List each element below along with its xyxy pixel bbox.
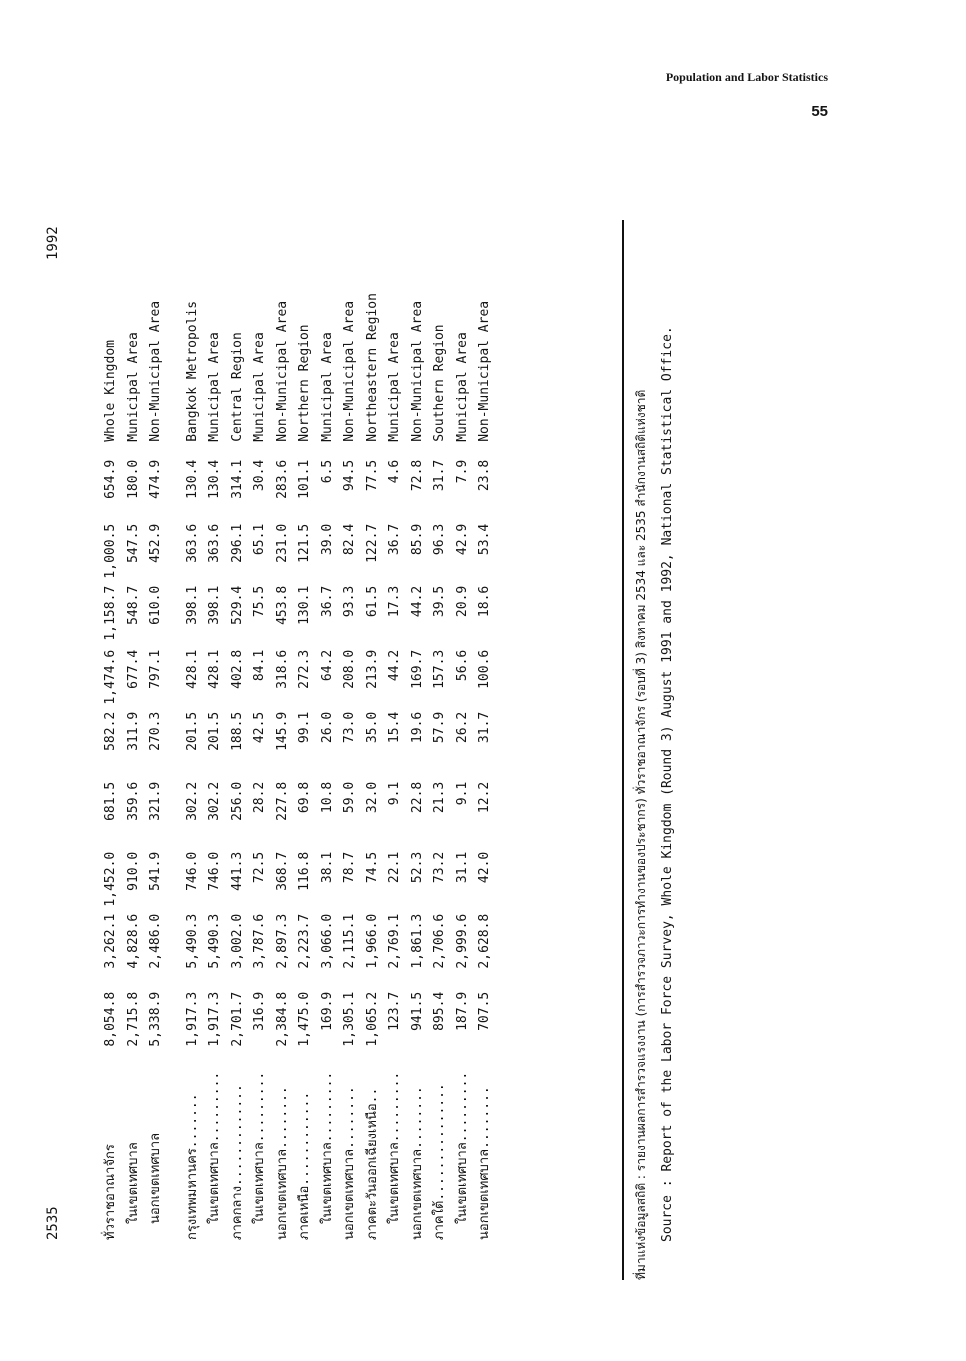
table-cell: 316.9 (252, 991, 267, 1031)
row-label-thai: ในเขตเทศบาล......... (319, 1071, 335, 1224)
row-label-english: Non-Municipal Area (148, 300, 163, 442)
table-cell: 38.1 (319, 851, 335, 884)
table-cell: 28.2 (252, 781, 267, 814)
table-cell: 368.7 (274, 851, 290, 891)
table-cell: 130.1 (297, 585, 312, 625)
table-cell: 272.3 (297, 649, 312, 689)
row-label-english: Municipal Area (454, 332, 470, 442)
table-cell: 5,338.9 (148, 991, 163, 1047)
row-label-english: Municipal Area (207, 332, 222, 442)
row-label-english: Northern Region (297, 324, 312, 442)
table-cell: 31.7 (477, 711, 492, 744)
table-row (474, 293, 497, 1240)
table-cell: 52.3 (409, 851, 425, 884)
table-cell: 3,787.6 (252, 913, 267, 969)
table-cell: 402.8 (229, 649, 245, 689)
table-cell: 1,861.3 (409, 913, 425, 969)
table-cell: 1,917.3 (184, 991, 200, 1047)
table-cell: 746.0 (184, 851, 200, 891)
table-cell: 1,305.1 (342, 991, 357, 1047)
table-cell: 75.5 (252, 585, 267, 618)
table-cell: 2,897.3 (274, 913, 290, 969)
row-label-english: Municipal Area (252, 332, 267, 442)
table-cell: 31.7 (432, 459, 447, 492)
table-cell: 453.8 (274, 585, 290, 625)
table-cell: 1,474.6 (103, 649, 118, 705)
row-label-thai: ภาคเหนือ............ (297, 1091, 312, 1240)
table-cell: 610.0 (148, 585, 163, 625)
table-cell: 4,828.6 (125, 913, 141, 969)
table-cell: 23.8 (477, 459, 492, 492)
table-cell: 363.6 (184, 523, 200, 563)
table-bottom-rule (622, 220, 624, 1280)
table-cell: 1,065.2 (364, 991, 380, 1047)
table-cell: 256.0 (229, 781, 245, 821)
table-cell: 69.8 (297, 781, 312, 814)
row-label-english: Municipal Area (387, 332, 402, 442)
table-cell: 44.2 (387, 649, 402, 682)
table-cell: 96.3 (432, 523, 447, 556)
table-cell: 53.4 (477, 523, 492, 556)
row-label-thai: นอกเขตเทศบาล........ (409, 1086, 425, 1240)
row-label-english: Non-Municipal Area (342, 300, 357, 442)
table-cell: 208.0 (342, 649, 357, 689)
table-cell: 548.7 (125, 585, 141, 625)
table-cell: 35.0 (364, 711, 380, 744)
table-cell: 428.1 (207, 649, 222, 689)
table-cell: 42.5 (252, 711, 267, 744)
table-cell: 398.1 (207, 585, 222, 625)
row-label-english: Southern Region (432, 324, 447, 442)
source-note-thai: ที่มาแห่งข้อมูลสถิติ : รายงานผลการสำรวจแรงงาน (การสำรวจภาวะการทำงานของประชากร) ทั่วราชอาณาจักร (รอบที่ 3) สิงหาคม 2534 และ 2535 สำนักงานสถิติแห่งชาติ (634, 389, 648, 1280)
source-note-english: Source : Report of the Labor Force Survey, Whole Kingdom (Round 3) August 1991 and 1992, National Statistical Office. (660, 326, 675, 1242)
table-row (452, 293, 475, 1240)
table-cell: 2,706.6 (432, 913, 447, 969)
table-cell: 2,769.1 (387, 913, 402, 969)
table-cell: 1,158.7 (103, 585, 118, 641)
table-cell: 910.0 (125, 851, 141, 891)
row-label-thai: นอกเขตเทศบาล........ (477, 1086, 492, 1240)
table-cell: 1,452.0 (103, 851, 118, 907)
row-label-english: Central Region (229, 332, 245, 442)
table-row (145, 293, 168, 1240)
table-cell: 56.6 (454, 649, 470, 682)
table-cell: 428.1 (184, 649, 200, 689)
table-cell: 57.9 (432, 711, 447, 744)
table-cell: 36.7 (319, 585, 335, 618)
row-label-thai: ทั่วราชอาณาจักร (103, 1144, 118, 1240)
table-cell: 311.9 (125, 711, 141, 751)
table-cell: 227.8 (274, 781, 290, 821)
table-cell: 145.9 (274, 711, 290, 751)
table-cell: 321.9 (148, 781, 163, 821)
table-cell: 12.2 (477, 781, 492, 814)
table-cell: 582.2 (103, 711, 118, 751)
table-cell: 17.3 (387, 585, 402, 618)
table-cell: 302.2 (207, 781, 222, 821)
table-cell: 2,486.0 (148, 913, 163, 969)
table-cell: 77.5 (364, 459, 380, 492)
table-cell: 441.3 (229, 851, 245, 891)
table-cell: 85.9 (409, 523, 425, 556)
page-number: 55 (811, 103, 828, 120)
table-cell: 180.0 (125, 459, 141, 499)
table-cell: 797.1 (148, 649, 163, 689)
table-cell: 121.5 (297, 523, 312, 563)
table-cell: 26.0 (319, 711, 335, 744)
table-cell: 65.1 (252, 523, 267, 556)
table-cell: 42.9 (454, 523, 470, 556)
row-label-thai: นอกเขตเทศบาล........ (274, 1086, 290, 1240)
row-label-english: Municipal Area (319, 332, 335, 442)
row-label-thai: นอกเขตเทศบาล........ (342, 1086, 357, 1240)
table-cell: 78.7 (342, 851, 357, 884)
row-label-thai: ในเขตเทศบาล......... (252, 1071, 267, 1224)
row-label-thai: ในเขตเทศบาล......... (454, 1071, 470, 1224)
table-cell: 42.0 (477, 851, 492, 884)
table-cell: 72.8 (409, 459, 425, 492)
table-row (204, 293, 227, 1240)
table-row (249, 293, 272, 1240)
table-cell: 452.9 (148, 523, 163, 563)
table-cell: 101.1 (297, 459, 312, 499)
table-cell: 707.5 (477, 991, 492, 1031)
row-label-thai: ในเขตเทศบาล......... (387, 1071, 402, 1224)
table-cell: 296.1 (229, 523, 245, 563)
table-cell: 74.5 (364, 851, 380, 884)
table-cell: 201.5 (207, 711, 222, 751)
table-cell: 84.1 (252, 649, 267, 682)
row-spacer (168, 293, 182, 1240)
table-row (339, 293, 362, 1240)
table-cell: 30.4 (252, 459, 267, 492)
table-cell: 21.3 (432, 781, 447, 814)
table-cell: 73.2 (432, 851, 447, 884)
table-cell: 20.9 (454, 585, 470, 618)
table-row (407, 293, 430, 1240)
table-cell: 529.4 (229, 585, 245, 625)
table-cell: 10.8 (319, 781, 335, 814)
table-cell: 3,066.0 (319, 913, 335, 969)
table-cell: 283.6 (274, 459, 290, 499)
table-cell: 15.4 (387, 711, 402, 744)
table-cell: 99.1 (297, 711, 312, 744)
table-row (317, 293, 340, 1240)
table-cell: 59.0 (342, 781, 357, 814)
table-cell: 2,715.8 (125, 991, 141, 1047)
table-cell: 2,628.8 (477, 913, 492, 969)
table-cell: 22.8 (409, 781, 425, 814)
table-cell: 64.2 (319, 649, 335, 682)
table-cell: 123.7 (387, 991, 402, 1031)
statistics-table (100, 293, 497, 1240)
table-cell: 187.9 (454, 991, 470, 1031)
table-cell: 6.5 (319, 459, 335, 484)
table-cell: 122.7 (364, 523, 380, 563)
table-cell: 19.6 (409, 711, 425, 744)
table-row (227, 293, 250, 1240)
row-label-english: Non-Municipal Area (274, 300, 290, 442)
table-cell: 2,223.7 (297, 913, 312, 969)
table-cell: 9.1 (387, 781, 402, 806)
table-cell: 201.5 (184, 711, 200, 751)
table-cell: 9.1 (454, 781, 470, 806)
table-cell: 26.2 (454, 711, 470, 744)
table-row (182, 293, 205, 1240)
table-cell: 318.6 (274, 649, 290, 689)
table-row (362, 293, 385, 1240)
table-cell: 1,917.3 (207, 991, 222, 1047)
table-cell: 39.5 (432, 585, 447, 618)
table-cell: 18.6 (477, 585, 492, 618)
row-label-english: Northeastern Region (364, 293, 380, 442)
table-cell: 36.7 (387, 523, 402, 556)
table-row (123, 293, 146, 1240)
table-cell: 100.6 (477, 649, 492, 689)
table-cell: 1,475.0 (297, 991, 312, 1047)
table-cell: 116.8 (297, 851, 312, 891)
table-cell: 363.6 (207, 523, 222, 563)
table-cell: 541.9 (148, 851, 163, 891)
table-cell: 746.0 (207, 851, 222, 891)
table-cell: 677.4 (125, 649, 141, 689)
table-cell: 547.5 (125, 523, 141, 563)
row-label-english: Non-Municipal Area (477, 300, 492, 442)
table-cell: 169.9 (319, 991, 335, 1031)
row-label-thai: ภาคตะวันออกเฉียงเหนือ.. (364, 1087, 380, 1240)
table-cell: 314.1 (229, 459, 245, 499)
row-label-english: Bangkok Metropolis (184, 300, 200, 442)
publication-title: Population and Labor Statistics (665, 70, 828, 84)
table-cell: 44.2 (409, 585, 425, 618)
row-label-thai: กรุงเทพมหานคร....... (184, 1093, 200, 1240)
table-cell: 1,000.5 (103, 523, 118, 579)
table-cell: 1,966.0 (364, 913, 380, 969)
table-cell: 359.6 (125, 781, 141, 821)
table-cell: 7.9 (454, 459, 470, 484)
page-header (666, 70, 828, 120)
row-label-thai: ในเขตเทศบาล (125, 1142, 141, 1224)
table-cell: 188.5 (229, 711, 245, 751)
table-row (272, 293, 295, 1240)
table-cell: 4.6 (387, 459, 402, 484)
row-label-thai: นอกเขตเทศบาล (148, 1132, 163, 1224)
table-cell: 302.2 (184, 781, 200, 821)
table-cell: 130.4 (184, 459, 200, 499)
table-cell: 2,701.7 (229, 991, 245, 1047)
table-cell: 2,999.6 (454, 913, 470, 969)
table-cell: 73.0 (342, 711, 357, 744)
table-row (100, 293, 123, 1240)
table-row (429, 293, 452, 1240)
row-label-thai: ในเขตเทศบาล......... (207, 1071, 222, 1224)
table-cell: 3,002.0 (229, 913, 245, 969)
table-cell: 94.5 (342, 459, 357, 492)
table-cell: 941.5 (409, 991, 425, 1031)
row-label-english: Municipal Area (125, 332, 141, 442)
table-cell: 398.1 (184, 585, 200, 625)
table-cell: 61.5 (364, 585, 380, 618)
table-cell: 5,490.3 (184, 913, 200, 969)
table-cell: 474.9 (148, 459, 163, 499)
table-cell: 72.5 (252, 851, 267, 884)
year-gregorian: 1992 (45, 226, 61, 260)
row-label-english: Non-Municipal Area (409, 300, 425, 442)
table-cell: 157.3 (432, 649, 447, 689)
table-row (294, 293, 317, 1240)
table-cell: 213.9 (364, 649, 380, 689)
table-cell: 654.9 (103, 459, 118, 499)
table-cell: 8,054.8 (103, 991, 118, 1047)
table-cell: 169.7 (409, 649, 425, 689)
table-cell: 895.4 (432, 991, 447, 1031)
table-cell: 5,490.3 (207, 913, 222, 969)
table-cell: 2,384.8 (274, 991, 290, 1047)
table-cell: 231.0 (274, 523, 290, 563)
table-cell: 39.0 (319, 523, 335, 556)
table-cell: 31.1 (454, 851, 470, 884)
table-cell: 130.4 (207, 459, 222, 499)
table-cell: 93.3 (342, 585, 357, 618)
table-row (384, 293, 407, 1240)
table-cell: 22.1 (387, 851, 402, 884)
row-label-english: Whole Kingdom (103, 340, 118, 442)
table-cell: 3,262.1 (103, 913, 118, 969)
table-cell: 681.5 (103, 781, 118, 821)
row-label-thai: ภาคใต้............... (432, 1083, 447, 1240)
row-label-thai: ภาคกลาง............. (229, 1084, 245, 1240)
table-cell: 32.0 (364, 781, 380, 814)
table-cell: 82.4 (342, 523, 357, 556)
year-thai: 2535 (45, 1206, 61, 1240)
table-cell: 2,115.1 (342, 913, 357, 969)
table-cell: 270.3 (148, 711, 163, 751)
rotated-table-page (40, 165, 690, 1290)
